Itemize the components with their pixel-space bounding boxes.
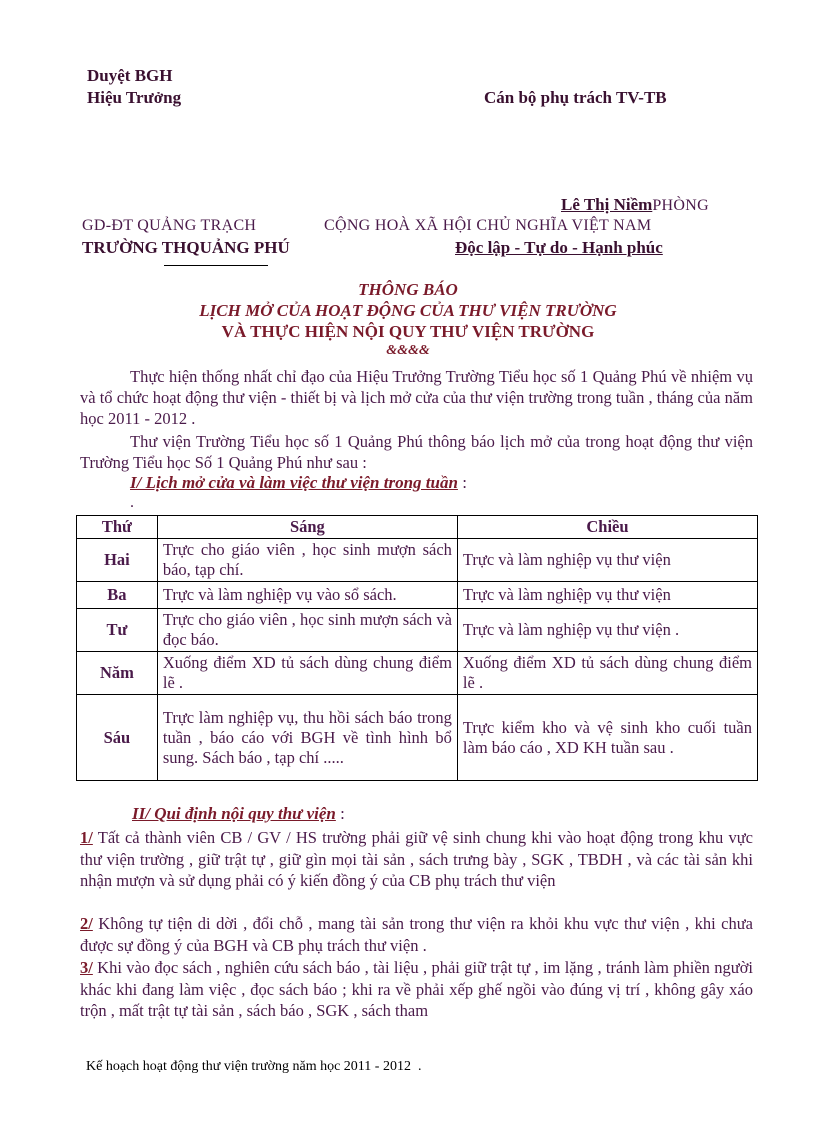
header-underline [164,265,268,266]
rule-1: 1/ Tất cả thành viên CB / GV / HS trường phải giữ vệ sinh chung khi vào hoạt động trong khu vực thư viện trường , giữ trật tự , giữ gìn mọi tài sản , sách trưng bày , SGK , TBDH , và các tài sản khi nhận mượn và sử dụng phải có ý kiến đồng ý của CB phụ trách thư viện [80,828,753,890]
intro-paragraph-1: Thực hiện thống nhất chỉ đạo của Hiệu Trưởng Trường Tiểu học số 1 Quảng Phú về nhiệm vụ và tổ chức hoạt động thư viện - thiết bị và lịch mở cửa của thư viện trường trong tuần , tháng của năm học 2011 - 2012 . [80,367,753,428]
republic-name: CỘNG HOÀ XÃ HỘI CHỦ NGHĨA VIỆT NAM [324,217,652,234]
table-row [77,609,758,652]
header-morning: Sáng [157,516,457,539]
morning-cell: Xuống điểm XD tủ sách dùng chung điểm lẽ . [157,652,457,695]
table-header-row [77,516,758,539]
afternoon-cell: Xuống điểm XD tủ sách dùng chung điểm lẽ . [457,652,757,695]
schedule-table [76,515,758,781]
table-row [77,539,758,582]
signer-name: Lê Thị Niềm [561,195,653,214]
rule-3: 3/ Khi vào đọc sách , nghiên cứu sách báo , tài liệu , phải giữ trật tự , im lặng , tránh làm phiền người khác khi đang làm việc , đọc sách báo ; khi ra về phải xếp ghế ngồi vào đúng vị trí , không gây xáo trộn , mất trật tự tài sản , sách báo , SGK , sách tham [80,958,753,1020]
principal-label: Hiệu Trưởng [87,88,182,107]
afternoon-cell: Trực và làm nghiệp vụ thư viện [457,539,757,582]
notice-subtitle-1: LỊCH MỞ CỦA HOẠT ĐỘNG CỦA THƯ VIỆN TRƯỜNG [199,301,617,320]
day-cell: Sáu [77,695,158,781]
approval-label: Duyệt BGH [87,66,173,85]
morning-cell: Trực cho giáo viên , học sinh mượn sách và đọc báo. [157,609,457,652]
intro-paragraph-2: Thư viện Trường Tiểu học số 1 Quảng Phú thông báo lịch mở của trong hoạt động thư viện Trường Tiểu học Số 1 Quảng Phú như sau : [80,432,753,472]
morning-cell: Trực và làm nghiệp vụ vào sổ sách. [157,582,457,609]
section-1-heading: I/ Lịch mở cửa và làm việc thư viện trong tuần : [130,473,467,492]
rule-number: 3/ [80,958,93,977]
signer-trail: PHÒNG [652,197,709,214]
rule-2: 2/ Không tự tiện di dời , đổi chỗ , mang tài sản trong thư viện ra khỏi khu vực thư viện , khi chưa được sự đồng ý của BGH và CB phụ trách thư viện . [80,914,753,955]
table-row [77,652,758,695]
afternoon-cell: Trực kiểm kho và vệ sinh kho cuối tuần làm báo cáo , XD KH tuần sau . [457,695,757,781]
section-2-heading: II/ Qui định nội quy thư viện : [132,804,345,823]
day-cell: Năm [77,652,158,695]
stray-dot: . [130,494,134,511]
table-row [77,695,758,781]
day-cell: Ba [77,582,158,609]
morning-cell: Trực làm nghiệp vụ, thu hồi sách báo trong tuần , báo cáo với BGH về tình hình bổ sung. Sách báo , tạp chí ..... [157,695,457,781]
day-cell: Hai [77,539,158,582]
header-day: Thứ [77,516,158,539]
signer-line [561,195,709,215]
rule-number: 2/ [80,914,93,933]
ornament: &&&& [386,343,430,358]
school-name: TRƯỜNG THQUẢNG PHÚ [82,238,290,257]
notice-title: THÔNG BÁO [358,280,458,299]
header-afternoon: Chiều [457,516,757,539]
table-row [77,582,758,609]
notice-subtitle-2: VÀ THỰC HIỆN NỘI QUY THƯ VIỆN TRƯỜNG [221,322,595,341]
day-cell: Tư [77,609,158,652]
afternoon-cell: Trực và làm nghiệp vụ thư viện [457,582,757,609]
page-footer: Kế hoạch hoạt động thư viện trường năm học 2011 - 2012 . [86,1059,422,1074]
librarian-title: Cán bộ phụ trách TV-TB [484,88,667,107]
department-name: GD-ĐT QUẢNG TRẠCH [82,217,257,234]
motto: Độc lập - Tự do - Hạnh phúc [455,238,663,257]
morning-cell: Trực cho giáo viên , học sinh mượn sách báo, tạp chí. [157,539,457,582]
rule-number: 1/ [80,828,93,847]
afternoon-cell: Trực và làm nghiệp vụ thư viện . [457,609,757,652]
